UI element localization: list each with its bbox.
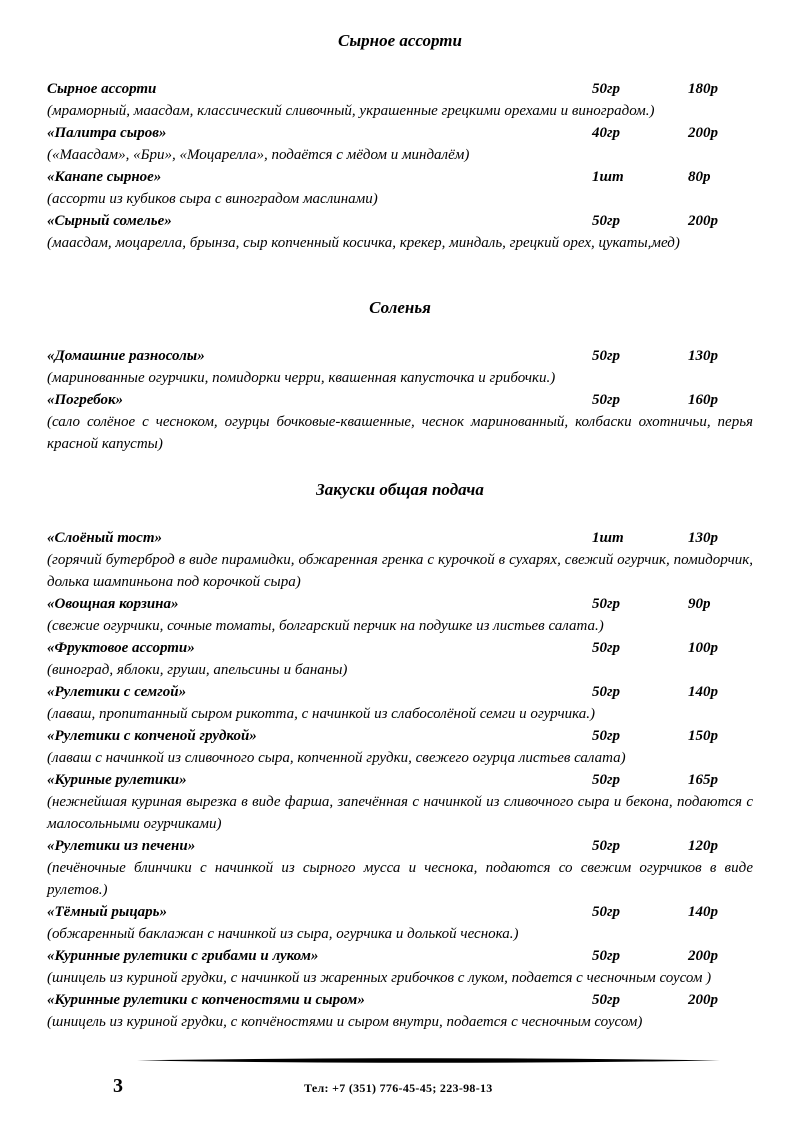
- menu-item: [47, 166, 753, 210]
- item-name: «Рулетики из печени»: [47, 838, 196, 854]
- menu-item: [47, 681, 753, 725]
- item-weight: 50гр: [592, 728, 621, 744]
- item-weight: 50гр: [592, 596, 621, 612]
- item-description: (сало солёное с чесноком, огурцы бочковые-квашенные, чеснок маринованный, колбаски охотничьи, перья красной капусты): [47, 414, 753, 452]
- item-price: 80р: [688, 169, 711, 185]
- item-price: 140р: [688, 904, 718, 920]
- section-title-cheese: Сырное ассорти: [338, 31, 462, 50]
- item-description: (печёночные блинчики с начинкой из сырного мусса и чеснока, подаются со свежим огурчиков в виде рулетов.): [47, 860, 753, 898]
- item-weight: 50гр: [592, 348, 621, 364]
- item-name: «Рулетики с семгой»: [47, 684, 187, 700]
- item-name: «Палитра сыров»: [47, 125, 167, 141]
- item-weight: 50гр: [592, 992, 621, 1008]
- item-price: 90р: [688, 596, 711, 612]
- item-description: (шницель из куриной грудки, с начинкой из жаренных грибочков с луком, подается с чесночным соусом ): [47, 970, 712, 986]
- section-pickles: [47, 345, 753, 455]
- item-price: 140р: [688, 684, 718, 700]
- item-weight: 50гр: [592, 640, 621, 656]
- item-name: «Куринные рулетики с копченостями и сыром»: [47, 992, 365, 1008]
- item-name: «Тёмный рыцарь»: [47, 904, 168, 920]
- item-name: «Куриные рулетики»: [47, 772, 187, 788]
- item-price: 165р: [688, 772, 718, 788]
- item-name: «Погребок»: [47, 392, 124, 408]
- section-title-pickles: Соленья: [369, 298, 431, 317]
- phone-number: Тел: +7 (351) 776-45-45; 223-98-13: [304, 1081, 493, 1095]
- item-weight: 50гр: [592, 904, 621, 920]
- item-price: 200р: [688, 992, 718, 1008]
- item-name: «Рулетики с копченой грудкой»: [47, 728, 257, 744]
- item-description: (свежие огурчики, сочные томаты, болгарский перчик на подушке из листьев салата.): [47, 618, 604, 634]
- item-name: «Домашние разносолы»: [47, 348, 205, 364]
- item-description: (лаваш с начинкой из сливочного сыра, копченной грудки, свежего огурца листьев салата): [47, 750, 626, 766]
- item-price: 120р: [688, 838, 718, 854]
- menu-item: [47, 769, 753, 835]
- item-weight: 50гр: [592, 684, 621, 700]
- item-description: (маринованные огурчики, помидорки черри, квашенная капусточка и грибочки.): [47, 370, 556, 386]
- menu-item: [47, 945, 753, 989]
- footer-divider: [137, 1057, 720, 1064]
- item-weight: 1шт: [592, 530, 624, 546]
- item-weight: 50гр: [592, 948, 621, 964]
- item-weight: 40гр: [592, 125, 621, 141]
- menu-item: [47, 389, 753, 455]
- item-description: (виноград, яблоки, груши, апельсины и бананы): [47, 662, 348, 678]
- item-description: (нежнейшая куриная вырезка в виде фарша, запечённая с начинкой из сливочного сыра и бекона, подаются с малосольными огурчиками): [47, 794, 753, 832]
- menu-item: [47, 637, 753, 681]
- menu-item: [47, 835, 753, 901]
- item-price: 160р: [688, 392, 718, 408]
- item-weight: 50гр: [592, 81, 621, 97]
- menu-item: [47, 210, 753, 254]
- item-price: 180р: [688, 81, 718, 97]
- item-price: 200р: [688, 948, 718, 964]
- item-description: (ассорти из кубиков сыра с виноградом маслинами): [47, 191, 378, 207]
- item-description: («Маасдам», «Бри», «Моцарелла», подаётся с мёдом и миндалём): [47, 147, 470, 163]
- item-description: (мраморный, маасдам, классический сливочный, украшенные грецкими орехами и виноградом.): [47, 103, 655, 119]
- item-description: (горячий бутерброд в виде пирамидки, обжаренная гренка с курочкой в сухарях, свежий огурчик, помидорчик, долька шампиньона под корочкой сыра): [47, 552, 753, 590]
- item-description: (лаваш, пропитанный сыром рикотта, с начинкой из слабосолёной семги и огурчика.): [47, 706, 596, 722]
- page-number: 3: [113, 1075, 123, 1097]
- item-price: 200р: [688, 125, 718, 141]
- item-price: 200р: [688, 213, 718, 229]
- menu-item: [47, 901, 753, 945]
- item-name: «Канапе сырное»: [47, 169, 162, 185]
- menu-item: [47, 78, 753, 122]
- item-price: 130р: [688, 348, 718, 364]
- item-name: Сырное ассорти: [47, 81, 157, 97]
- item-description: (обжаренный баклажан с начинкой из сыра, огурчика и долькой чеснока.): [47, 926, 519, 942]
- item-name: «Куринные рулетики с грибами и луком»: [47, 948, 319, 964]
- item-description: (маасдам, моцарелла, брынза, сыр копченный косичка, крекер, миндаль, грецкий орех, цукаты,мед): [47, 235, 680, 251]
- item-name: «Слоёный тост»: [47, 530, 162, 546]
- menu-item: [47, 122, 753, 166]
- item-name: «Фруктовое ассорти»: [47, 640, 195, 656]
- item-price: 130р: [688, 530, 718, 546]
- section-cheese: [47, 78, 753, 254]
- item-weight: 50гр: [592, 772, 621, 788]
- section-appetizers: [47, 527, 753, 1033]
- section-title-appetizers: Закуски общая подача: [316, 480, 484, 499]
- item-price: 150р: [688, 728, 718, 744]
- item-weight: 1шт: [592, 169, 624, 185]
- item-weight: 50гр: [592, 838, 621, 854]
- item-name: «Сырный сомелье»: [47, 213, 172, 229]
- item-name: «Овощная корзина»: [47, 596, 179, 612]
- menu-item: [47, 345, 753, 389]
- menu-item: [47, 989, 753, 1033]
- item-weight: 50гр: [592, 213, 621, 229]
- menu-item: [47, 593, 753, 637]
- menu-item: [47, 527, 753, 593]
- item-price: 100р: [688, 640, 718, 656]
- menu-item: [47, 725, 753, 769]
- item-weight: 50гр: [592, 392, 621, 408]
- item-description: (шницель из куриной грудки, с копчёностями и сыром внутри, подается с чесночным соусом): [47, 1014, 643, 1030]
